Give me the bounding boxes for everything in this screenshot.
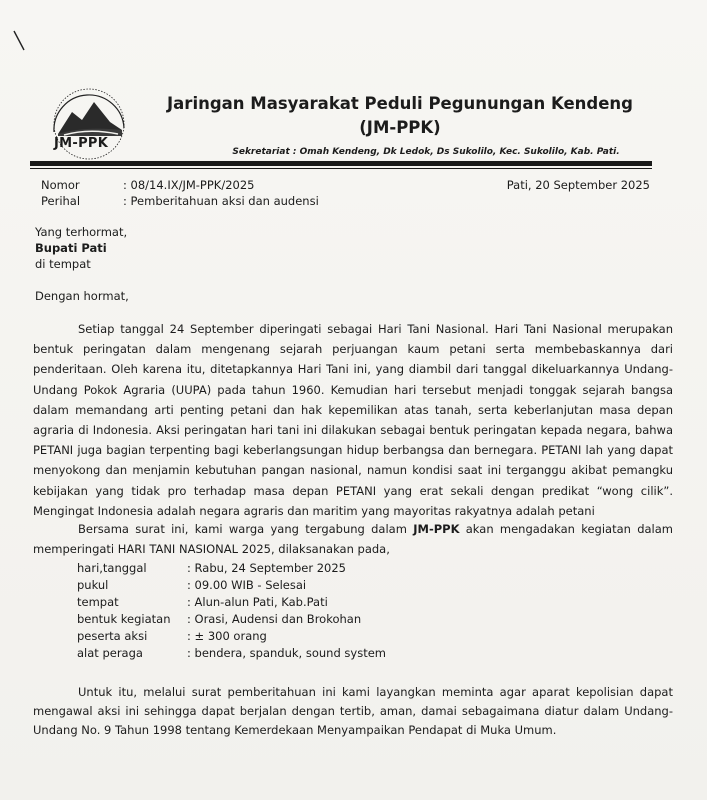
detail-value: : 09.00 WIB - Selesai: [187, 578, 307, 592]
organization-name: Jaringan Masyarakat Peduli Pegunungan Kendeng: [167, 94, 633, 113]
detail-label: pukul: [77, 578, 109, 592]
recipient-place: di tempat: [35, 257, 91, 271]
detail-label: alat peraga: [77, 646, 143, 660]
detail-value: : Orasi, Audensi dan Brokohan: [187, 612, 362, 626]
letter-date: Pati, 20 September 2025: [506, 178, 650, 192]
letterhead-rule-thick: [30, 161, 652, 166]
paragraph-announcement: [33, 519, 673, 559]
detail-value: : ± 300 orang: [187, 629, 267, 643]
detail-value: : Rabu, 24 September 2025: [187, 561, 346, 575]
nomor-value: : 08/14.IX/JM-PPK/2025: [123, 178, 255, 192]
perihal-label: Perihal: [41, 194, 81, 208]
recipient-name: Bupati Pati: [35, 241, 107, 255]
announcement-text-after: akan mengadakan kegiatan dalam memperingati HARI TANI NASIONAL 2025, dilaksanakan pada,: [33, 522, 673, 557]
secretariat-address: Sekretariat : Omah Kendeng, Dk Ledok, Ds Sukolilo, Kec. Sukolilo, Kab. Pati.: [232, 147, 620, 157]
pen-stroke-mark: [12, 30, 26, 52]
paragraph-hari-tani-text: Setiap tanggal 24 September diperingati sebagai Hari Tani Nasional. Hari Tani Nasional merupakan bentuk peringatan dalam mengenang sejarah perjuangan kaum petani serta membebaskannya dari penderitaan. Oleh karena itu, ditetapkannya Hari Tani ini, yang diambil dari tanggal dikeluarkannya Undang-Undang Pokok Agraria (UUPA) pada tahun 1960. Kemudian hari tersebut menjadi tonggak sejarah bangsa dalam memandang arti penting petani dan hak kepemilikan atas tanah, serta keberlanjutan masa depan agraria di Indonesia. Aksi peringatan hari tani ini dilakukan sebagai bentuk peringatan kepada negara, bahwa PETANI juga bagian terpenting bagi keberlangsungan hidup berbangsa dan bernegara. PETANI lah yang dapat menyokong dan menjamin kebutuhan pangan nasional, namun kondisi saat ini terganggu akibat pemangku kebijakan yang tidak pro terhadap masa depan PETANI yang erat sekali dengan predikat “wong cilik”. Mengingat Indonesia adalah negara agraris dan maritim yang mayoritas rakyatnya adalah petani: [33, 322, 673, 518]
nomor-label: Nomor: [41, 178, 80, 192]
detail-label: bentuk kegiatan: [77, 612, 171, 626]
organization-abbreviation: (JM-PPK): [359, 118, 441, 137]
recipient-salutation: Yang terhormat,: [35, 225, 128, 239]
detail-label: tempat: [77, 595, 119, 609]
detail-label: hari,tanggal: [77, 561, 147, 575]
paragraph-request-text: Untuk itu, melalui surat pemberitahuan ini kami layangkan meminta agar aparat kepolisian dapat mengawal aksi ini sehingga dapat berjalan dengan tertib, aman, damai sebagaimana diatur dalam Undang-Undang No. 9 Tahun 1998 tentang Kemerdekaan Menyampaikan Pendapat di Muka Umum.: [33, 685, 673, 737]
announcement-org-name: JM-PPK: [413, 522, 460, 536]
detail-value: : Alun-alun Pati, Kab.Pati: [187, 595, 328, 609]
perihal-value: : Pemberitahuan aksi dan audensi: [123, 194, 319, 208]
paragraph-hari-tani: [33, 319, 673, 521]
paragraph-request: [33, 683, 673, 740]
letterhead-rule-thin: [30, 168, 652, 169]
paragraph-announcement-text: [33, 519, 673, 559]
greeting: Dengan hormat,: [35, 289, 129, 303]
detail-value: : bendera, spanduk, sound system: [187, 646, 386, 660]
detail-label: peserta aksi: [77, 629, 148, 643]
logo-label: JM-PPK: [54, 136, 109, 151]
announcement-text-before: Bersama surat ini, kami warga yang tergabung dalam: [78, 522, 414, 536]
